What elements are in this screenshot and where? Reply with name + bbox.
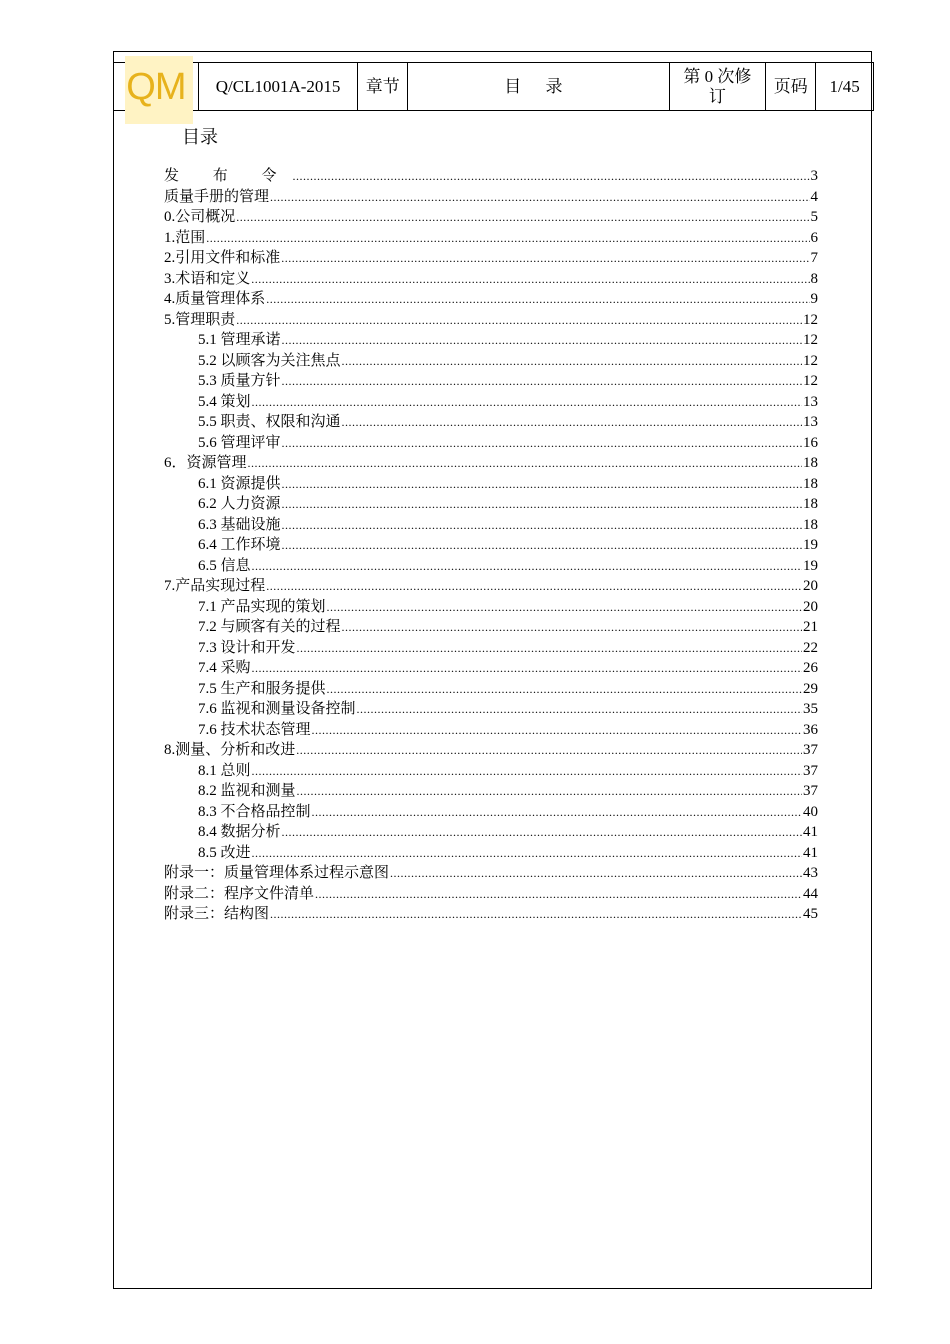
toc-entry-title: 8.1 总则 (198, 762, 251, 779)
toc-entry[interactable] (164, 802, 818, 823)
toc-entry-title: 5.3 质量方针 (198, 373, 281, 389)
toc-entry-title: 8.测量、分析和改进 (164, 742, 296, 758)
toc-entry[interactable] (164, 187, 818, 208)
toc-entry[interactable] (164, 638, 818, 659)
toc-entry[interactable] (164, 699, 818, 720)
toc-entry-title: 附录三：结构图 (164, 906, 270, 922)
toc-entry-page: 20 (803, 598, 818, 615)
page-label: 页码 (766, 63, 816, 110)
table-of-contents (164, 166, 818, 925)
toc-entry-page: 22 (803, 639, 818, 656)
dot-leader (248, 453, 802, 474)
toc-entry-page: 13 (803, 414, 818, 430)
dot-leader (266, 289, 809, 310)
toc-entry-title: 4.质量管理体系 (164, 291, 266, 307)
toc-entry-title: 5.4 策划 (198, 393, 251, 410)
page-number: 1/45 (829, 76, 860, 96)
toc-entry[interactable] (164, 228, 818, 249)
toc-entry-title: 5.管理职责 (164, 311, 236, 328)
toc-entry-page: 19 (803, 537, 818, 553)
toc-entry-page: 26 (803, 660, 818, 676)
dot-leader (312, 720, 802, 741)
dot-leader (297, 781, 802, 802)
toc-entry[interactable] (164, 863, 818, 884)
toc-entry-title: 5.5 职责、权限和沟通 (198, 414, 341, 430)
toc-entry-page: 18 (803, 516, 818, 533)
toc-entry[interactable] (164, 761, 818, 782)
dot-leader (312, 802, 802, 823)
dot-leader (342, 412, 802, 433)
toc-entry-page: 36 (803, 721, 818, 738)
revision: 第 0 次修订 (670, 63, 767, 110)
dot-leader (296, 740, 802, 761)
toc-entry[interactable] (164, 433, 818, 454)
toc-entry-title: 7.6 监视和测量设备控制 (198, 701, 356, 717)
toc-entry[interactable] (164, 474, 818, 495)
toc-entry-page: 41 (803, 844, 818, 861)
toc-entry-title: 7.4 采购 (198, 660, 251, 676)
toc-entry-page: 16 (803, 434, 818, 451)
toc-entry-title: 7.1 产品实现的策划 (198, 598, 326, 615)
toc-entry-title: 附录一：质量管理体系过程示意图 (164, 865, 390, 881)
toc-entry[interactable] (164, 740, 818, 761)
toc-entry-title: 7.2 与顾客有关的过程 (198, 619, 341, 635)
toc-entry-title: 5.6 管理评审 (198, 434, 281, 451)
toc-entry-title: 6.5 信息 (198, 557, 251, 574)
toc-entry[interactable] (164, 904, 818, 925)
toc-entry-page: 18 (803, 455, 818, 471)
header-title: 目 录 (408, 63, 669, 110)
toc-entry-page: 3 (810, 168, 818, 184)
toc-entry[interactable] (164, 535, 818, 556)
toc-entry-page: 44 (803, 885, 818, 902)
dot-leader (252, 843, 802, 864)
toc-entry-page: 18 (803, 496, 818, 512)
dot-leader (282, 371, 802, 392)
toc-entry-page: 7 (810, 250, 818, 266)
toc-entry[interactable] (164, 658, 818, 679)
toc-entry-page: 12 (803, 332, 818, 348)
dot-leader (252, 658, 802, 679)
toc-entry-page: 12 (803, 311, 818, 328)
dot-leader (252, 761, 802, 782)
toc-entry-title: 5.1 管理承诺 (198, 332, 281, 348)
toc-entry-title: 8.4 数据分析 (198, 824, 281, 840)
dot-leader (342, 617, 802, 638)
toc-entry[interactable] (164, 884, 818, 905)
dot-leader (282, 494, 802, 515)
toc-entry-page: 20 (803, 578, 818, 594)
toc-entry-page: 6 (810, 229, 818, 246)
dot-leader (270, 187, 809, 208)
toc-entry-title: 8.5 改进 (198, 844, 251, 861)
toc-entry[interactable] (164, 781, 818, 802)
dot-leader (252, 392, 802, 413)
dot-leader (327, 679, 802, 700)
toc-entry-page: 37 (803, 783, 818, 799)
dot-leader (252, 556, 802, 577)
toc-entry[interactable] (164, 310, 818, 331)
toc-entry[interactable] (164, 371, 818, 392)
dot-leader (281, 248, 809, 269)
toc-entry[interactable] (164, 248, 818, 269)
dot-leader (342, 351, 802, 372)
toc-entry[interactable] (164, 576, 818, 597)
dot-leader (390, 863, 802, 884)
toc-entry[interactable] (164, 166, 818, 187)
dot-leader (315, 884, 802, 905)
dot-leader (270, 904, 802, 925)
toc-entry-page: 35 (803, 701, 818, 717)
toc-entry[interactable] (164, 207, 818, 228)
toc-entry-title: 发 布 令 (164, 168, 292, 184)
toc-entry[interactable] (164, 453, 818, 474)
document-header (113, 62, 874, 111)
toc-entry-page: 45 (803, 906, 818, 922)
toc-entry-title: 8.3 不合格品控制 (198, 803, 311, 820)
toc-entry-page: 5 (810, 209, 818, 225)
toc-entry[interactable] (164, 822, 818, 843)
toc-entry[interactable] (164, 269, 818, 290)
toc-entry-title: 质量手册的管理 (164, 188, 270, 205)
toc-entry-page: 21 (803, 619, 818, 635)
toc-entry-title: 6．资源管理 (164, 455, 247, 471)
toc-entry[interactable] (164, 556, 818, 577)
toc-entry[interactable] (164, 289, 818, 310)
toc-entry-page: 18 (803, 475, 818, 492)
qm-logo: QM (126, 65, 186, 108)
logo-cell (114, 63, 199, 110)
dot-leader (282, 474, 802, 495)
toc-heading: 目录 (182, 127, 218, 147)
toc-entry-title: 附录二：程序文件清单 (164, 885, 315, 902)
toc-entry[interactable] (164, 351, 818, 372)
toc-entry-page: 29 (803, 680, 818, 697)
toc-entry-page: 8 (810, 270, 818, 287)
toc-entry-title: 6.4 工作环境 (198, 537, 281, 553)
dot-leader (282, 822, 802, 843)
toc-entry-page: 37 (803, 762, 818, 779)
toc-entry-title: 1.范围 (164, 229, 206, 246)
dot-leader (206, 228, 809, 249)
toc-entry-page: 12 (803, 352, 818, 369)
dot-leader (282, 433, 802, 454)
toc-entry[interactable] (164, 330, 818, 351)
toc-entry-page: 4 (810, 188, 818, 205)
toc-entry-title: 0.公司概况 (164, 209, 236, 225)
toc-entry[interactable] (164, 843, 818, 864)
dot-leader (282, 330, 802, 351)
toc-entry-page: 13 (803, 393, 818, 410)
doc-code: Q/CL1001A-2015 (199, 63, 359, 110)
toc-entry-page: 19 (803, 557, 818, 574)
toc-entry-title: 5.2 以顾客为关注焦点 (198, 352, 341, 369)
toc-entry-title: 3.术语和定义 (164, 270, 251, 287)
dot-leader (282, 515, 802, 536)
toc-entry[interactable] (164, 720, 818, 741)
toc-entry-title: 6.1 资源提供 (198, 475, 281, 492)
toc-entry-title: 8.2 监视和测量 (198, 783, 296, 799)
toc-entry-title: 2.引用文件和标准 (164, 250, 281, 266)
toc-entry[interactable] (164, 617, 818, 638)
toc-entry-title: 6.2 人力资源 (198, 496, 281, 512)
dot-leader (251, 269, 809, 290)
toc-entry-page: 41 (803, 824, 818, 840)
toc-entry-page: 9 (810, 291, 818, 307)
dot-leader (293, 166, 810, 187)
dot-leader (236, 310, 802, 331)
toc-entry-title: 7.5 生产和服务提供 (198, 680, 326, 697)
toc-entry[interactable] (164, 494, 818, 515)
toc-entry[interactable] (164, 515, 818, 536)
dot-leader (266, 576, 802, 597)
toc-entry-page: 12 (803, 373, 818, 389)
toc-entry-page: 37 (803, 742, 818, 758)
toc-entry-title: 6.3 基础设施 (198, 516, 281, 533)
toc-entry[interactable] (164, 597, 818, 618)
toc-entry-page: 43 (803, 865, 818, 881)
dot-leader (357, 699, 802, 720)
toc-entry-title: 7.6 技术状态管理 (198, 721, 311, 738)
toc-entry[interactable] (164, 412, 818, 433)
toc-entry-title: 7.3 设计和开发 (198, 639, 296, 656)
toc-entry-page: 40 (803, 803, 818, 820)
dot-leader (327, 597, 802, 618)
section-label: 章节 (358, 63, 408, 110)
toc-entry-title: 7.产品实现过程 (164, 578, 266, 594)
toc-entry[interactable] (164, 392, 818, 413)
dot-leader (236, 207, 809, 228)
dot-leader (297, 638, 802, 659)
dot-leader (282, 535, 802, 556)
toc-entry[interactable] (164, 679, 818, 700)
